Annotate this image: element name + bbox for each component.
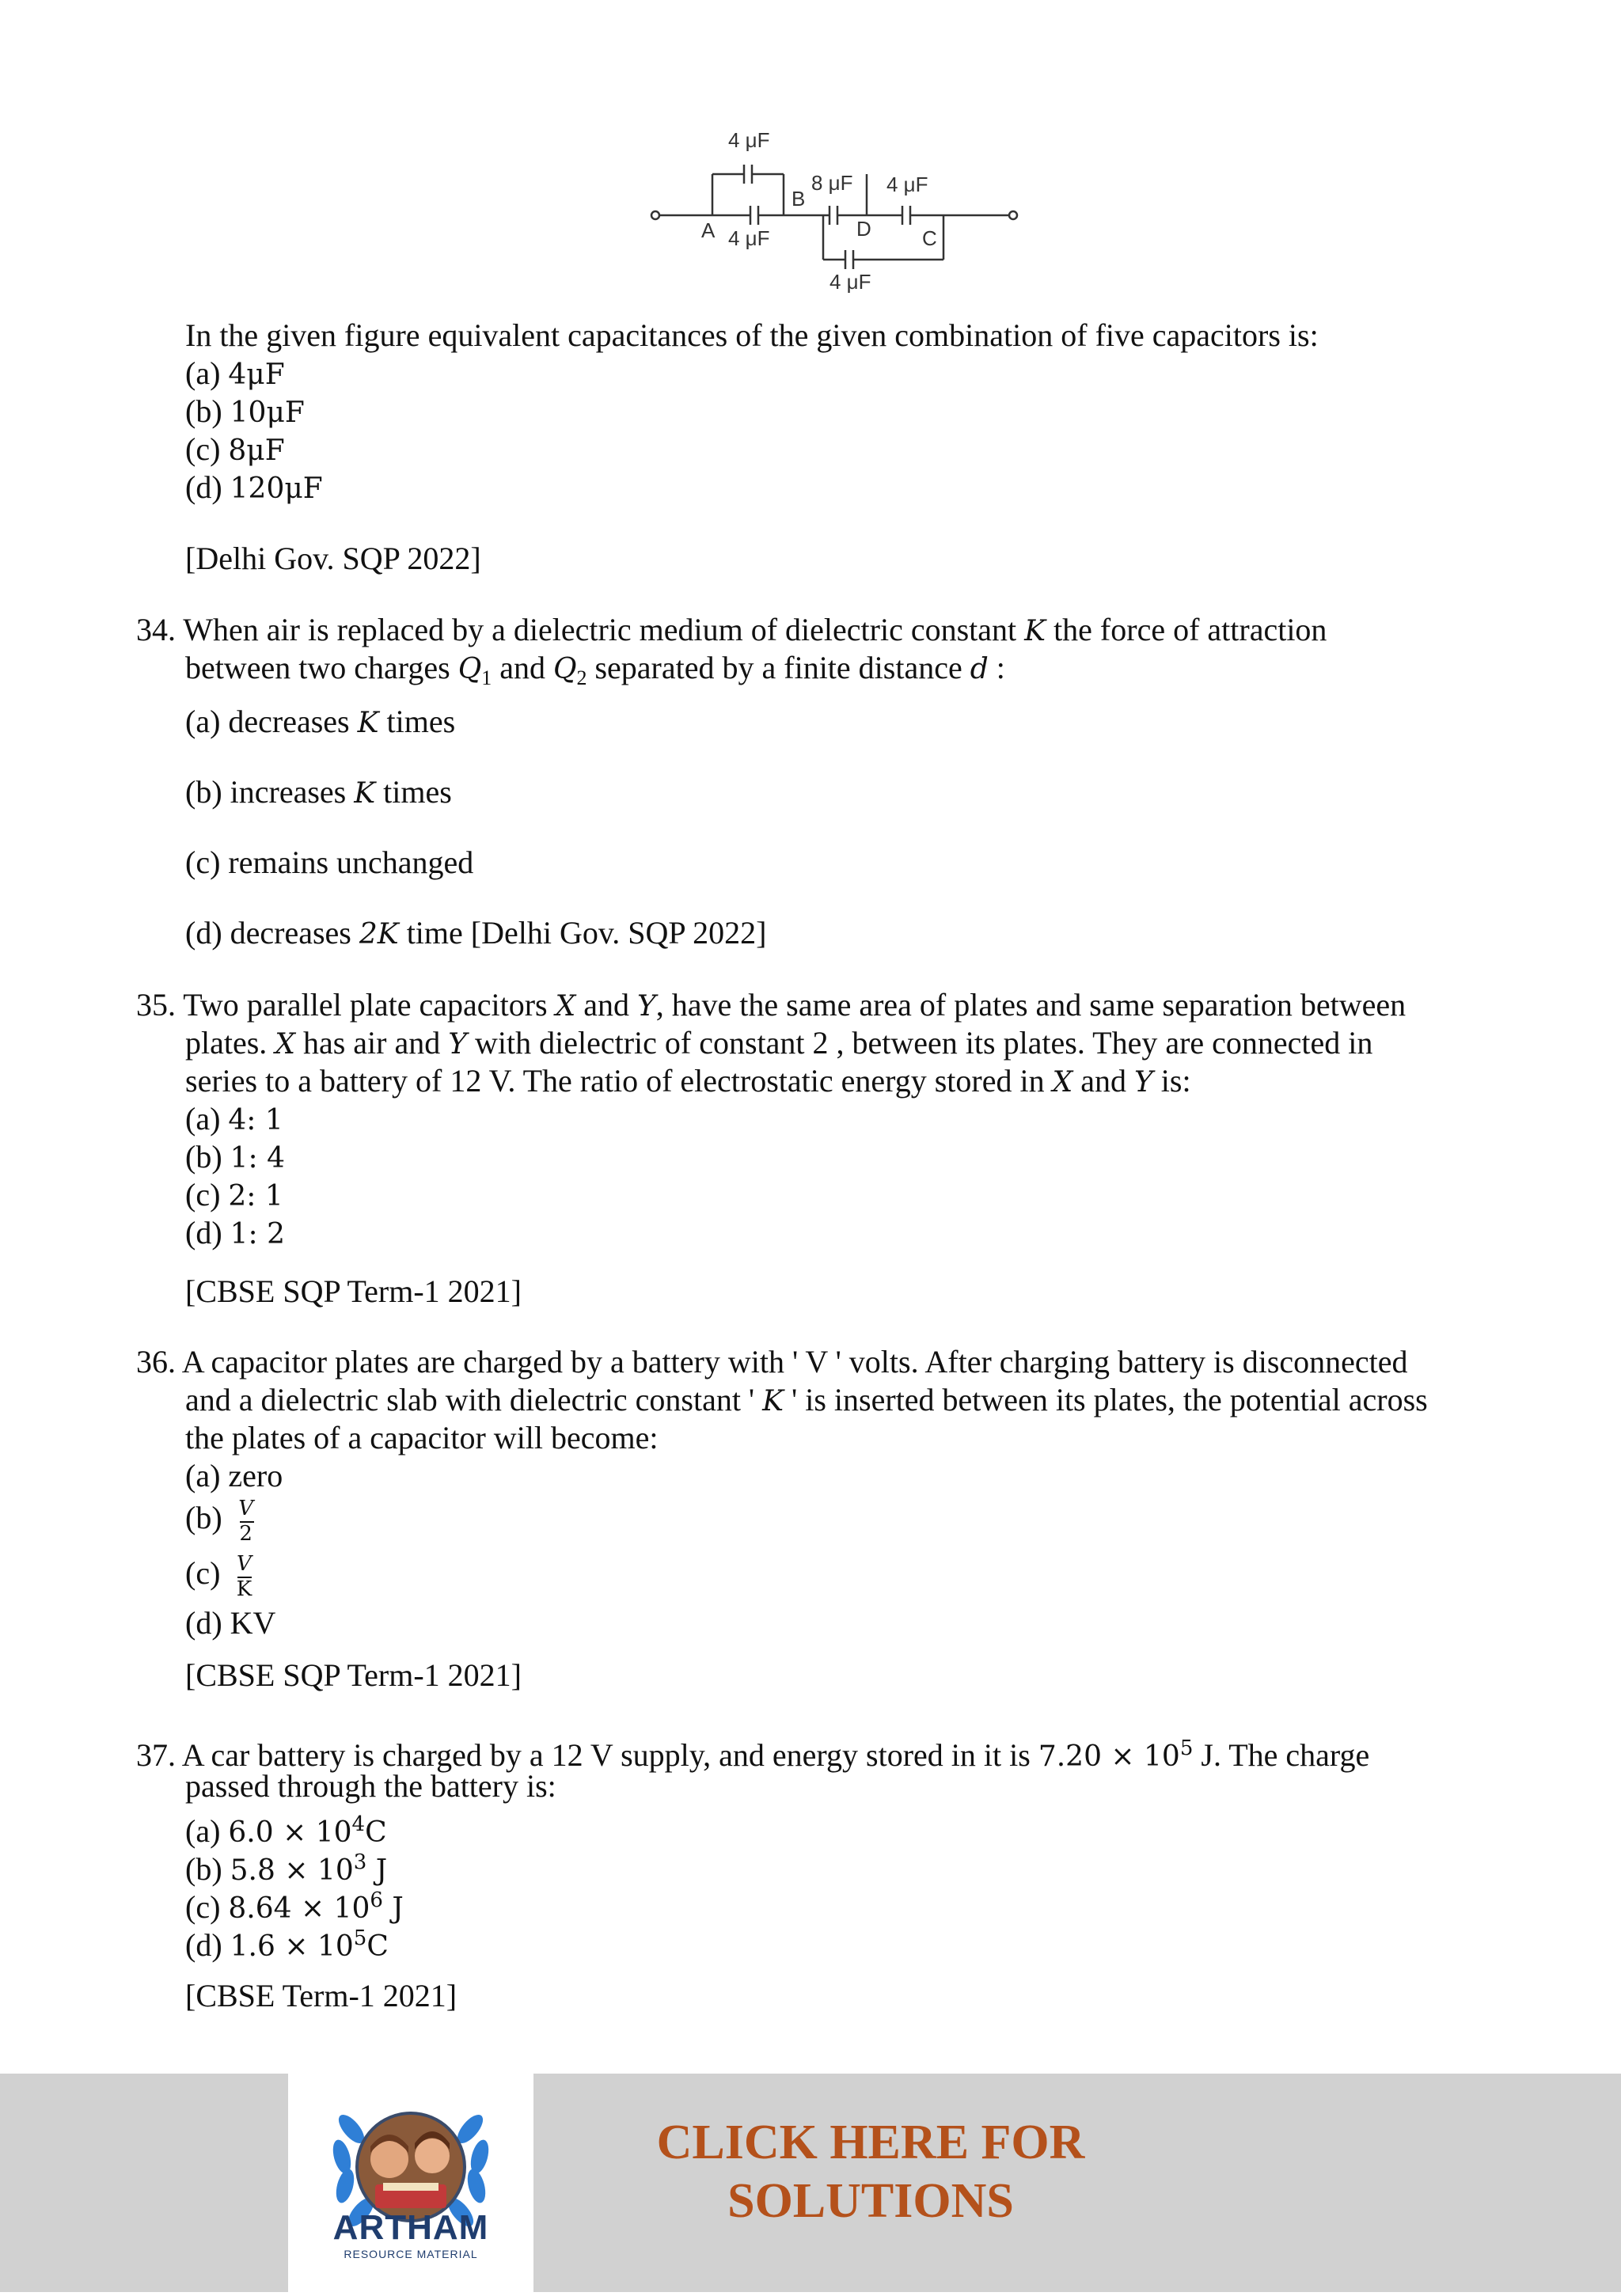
click-here-for-solutions-link[interactable] bbox=[586, 2113, 1156, 2230]
math-k: K bbox=[354, 777, 376, 810]
text-span: with dielectric of constant 2 , between its plates. They are connected in bbox=[466, 1025, 1373, 1061]
q33-option-b bbox=[185, 393, 305, 432]
text-span: , have the same area of plates and same separation between bbox=[655, 987, 1407, 1023]
math-y: Y bbox=[637, 990, 656, 1023]
q34-option-c: (c) remains unchanged bbox=[185, 844, 474, 880]
option-value: 4μF bbox=[228, 359, 285, 391]
unit: J bbox=[382, 1892, 404, 1925]
text-span: (d) decreases bbox=[185, 915, 359, 951]
q37-option-d bbox=[185, 1919, 389, 1966]
option-value: 8μF bbox=[228, 435, 285, 467]
option-label: (d) bbox=[185, 1927, 230, 1963]
fraction bbox=[230, 1497, 262, 1545]
q35-source: [CBSE SQP Term-1 2021] bbox=[185, 1273, 522, 1309]
node-c-label: C bbox=[922, 226, 937, 250]
subscript: 2 bbox=[576, 666, 587, 689]
option-label: (c) bbox=[185, 1889, 229, 1925]
math-y: Y bbox=[1134, 1066, 1153, 1099]
node-a-label: A bbox=[701, 218, 716, 242]
text-span: has air and bbox=[294, 1025, 449, 1061]
text-span: (b) increases bbox=[185, 774, 355, 810]
q37-stem-line2: passed through the battery is: bbox=[185, 1768, 556, 1804]
q35-option-c bbox=[185, 1176, 283, 1216]
option-label: (c) bbox=[185, 431, 229, 467]
text-span: 37. A car battery is charged by a 12 V supply, and energy stored in it is bbox=[136, 1737, 1038, 1773]
option-value: 1: 2 bbox=[230, 1218, 286, 1250]
cta-line1: CLICK HERE FOR bbox=[656, 2116, 1085, 2169]
exponent: 6 bbox=[370, 1888, 383, 1912]
artham-logo-text: ARTHAM bbox=[332, 2208, 489, 2247]
capacitor-circuit-diagram bbox=[649, 127, 1021, 305]
q36-stem-line2 bbox=[185, 1381, 1428, 1421]
text-span: times bbox=[378, 704, 456, 739]
q35-stem-line1 bbox=[136, 986, 1406, 1026]
text-span: is: bbox=[1152, 1063, 1191, 1099]
math-value: 7.20 × 10 bbox=[1038, 1740, 1180, 1773]
math-x: X bbox=[1052, 1066, 1073, 1099]
q33-option-d bbox=[185, 469, 323, 508]
text-span: between two charges bbox=[185, 650, 458, 685]
q35-option-d bbox=[185, 1214, 285, 1254]
option-label: (d) bbox=[185, 1215, 230, 1250]
q33-stem: In the given figure equivalent capacitances of the given combination of five capacitors is: bbox=[185, 317, 1319, 353]
exponent: 3 bbox=[353, 1850, 367, 1874]
text-span: ' is inserted between its plates, the potential across bbox=[784, 1382, 1428, 1417]
left-lower-cap-label: 4 μF bbox=[728, 226, 770, 250]
text-span: (a) decreases bbox=[185, 704, 358, 739]
option-value: 4: 1 bbox=[228, 1104, 283, 1137]
top-cap-label: 4 μF bbox=[728, 128, 770, 152]
option-value: 2: 1 bbox=[228, 1180, 283, 1213]
text-span: and bbox=[492, 650, 553, 685]
option-value: 1: 4 bbox=[230, 1142, 286, 1175]
text-span: 35. Two parallel plate capacitors bbox=[136, 987, 556, 1023]
text-span: separated by a finite distance bbox=[587, 650, 970, 685]
text-span: : bbox=[988, 650, 1005, 685]
numerator: V bbox=[238, 1497, 254, 1520]
node-b-label: B bbox=[792, 187, 806, 211]
math-k: K bbox=[1024, 615, 1046, 647]
option-label: (b) bbox=[185, 1139, 230, 1175]
q33-option-a bbox=[185, 355, 285, 394]
q36-option-a: (a) zero bbox=[185, 1458, 283, 1493]
artham-logo-subtext: RESOURCE MATERIAL bbox=[344, 2248, 478, 2260]
denominator: K bbox=[236, 1577, 252, 1601]
text-span: the force of attraction bbox=[1046, 612, 1327, 647]
q36-stem-line1: 36. A capacitor plates are charged by a battery with ' V ' volts. After charging battery is disconnected bbox=[136, 1344, 1408, 1379]
q36-source: [CBSE SQP Term-1 2021] bbox=[185, 1657, 522, 1693]
option-label: (c) bbox=[185, 1555, 229, 1592]
option-value: 120μF bbox=[230, 472, 323, 505]
option-label: (a) bbox=[185, 355, 229, 391]
math-k: K bbox=[762, 1385, 784, 1417]
text-span: J. The charge bbox=[1193, 1737, 1370, 1773]
unit: J bbox=[366, 1854, 388, 1887]
q34-stem-line1 bbox=[136, 611, 1327, 651]
q34-option-a bbox=[185, 703, 455, 742]
text-span: times bbox=[375, 774, 452, 810]
q34-option-d bbox=[185, 914, 766, 954]
math-q: Q bbox=[552, 653, 577, 685]
option-label: (c) bbox=[185, 1177, 229, 1213]
text-span: plates. bbox=[185, 1025, 275, 1061]
option-value: 8.64 × 10 bbox=[228, 1892, 370, 1925]
q33-source: [Delhi Gov. SQP 2022] bbox=[185, 541, 481, 576]
text-span: and bbox=[575, 987, 637, 1023]
exponent: 4 bbox=[351, 1812, 366, 1836]
q36-stem-line3: the plates of a capacitor will become: bbox=[185, 1420, 659, 1455]
text-span: series to a battery of 12 V. The ratio of electrostatic energy stored in bbox=[185, 1063, 1053, 1099]
q36-option-b bbox=[185, 1497, 262, 1545]
right-cap-label: 4 μF bbox=[886, 173, 928, 196]
option-label: (b) bbox=[185, 1500, 230, 1536]
q34-option-b bbox=[185, 773, 452, 813]
option-label: (d) bbox=[185, 469, 230, 505]
cta-line2: SOLUTIONS bbox=[727, 2174, 1014, 2228]
text-span: and a dielectric slab with dielectric constant ' bbox=[185, 1382, 763, 1417]
option-value: 1.6 × 10 bbox=[230, 1930, 354, 1963]
option-label: (b) bbox=[185, 393, 230, 429]
text-span: time [Delhi Gov. SQP 2022] bbox=[398, 915, 767, 951]
q37-source: [CBSE Term-1 2021] bbox=[185, 1978, 457, 2013]
option-label: (a) bbox=[185, 1813, 229, 1849]
exponent: 5 bbox=[353, 1926, 367, 1950]
q35-option-a bbox=[185, 1100, 283, 1140]
denominator: 2 bbox=[239, 1522, 252, 1546]
q35-option-b bbox=[185, 1138, 285, 1178]
math-x: X bbox=[275, 1028, 295, 1061]
option-label: (b) bbox=[185, 1851, 230, 1887]
math-d: d bbox=[970, 653, 989, 685]
math-x: X bbox=[555, 990, 576, 1023]
numerator: V bbox=[237, 1552, 252, 1576]
q36-option-d: (d) KV bbox=[185, 1605, 276, 1641]
bottom-cap-label: 4 μF bbox=[829, 270, 871, 294]
node-d-label: D bbox=[856, 217, 871, 241]
option-value: 5.8 × 10 bbox=[230, 1854, 354, 1887]
middle-cap-label: 8 μF bbox=[811, 171, 853, 195]
text-span: and bbox=[1072, 1063, 1135, 1099]
q34-stem-line2 bbox=[185, 649, 1005, 697]
math-q: Q bbox=[457, 653, 482, 685]
option-value: 10μF bbox=[230, 397, 305, 429]
unit: C bbox=[366, 1930, 389, 1963]
fraction bbox=[228, 1553, 260, 1600]
q33-option-c bbox=[185, 431, 285, 470]
math-2k: 2K bbox=[359, 918, 399, 951]
subscript: 1 bbox=[481, 666, 492, 689]
option-value: 6.0 × 10 bbox=[228, 1816, 352, 1849]
option-label: (a) bbox=[185, 1101, 229, 1137]
math-y: Y bbox=[448, 1028, 467, 1061]
unit: C bbox=[365, 1816, 387, 1849]
math-k: K bbox=[357, 707, 379, 739]
text-span: 34. When air is replaced by a dielectric medium of dielectric constant bbox=[136, 612, 1025, 647]
exponent: 5 bbox=[1179, 1736, 1194, 1760]
q35-stem-line2 bbox=[185, 1024, 1372, 1064]
q36-option-c bbox=[185, 1553, 260, 1600]
q35-stem-line3 bbox=[185, 1062, 1191, 1102]
